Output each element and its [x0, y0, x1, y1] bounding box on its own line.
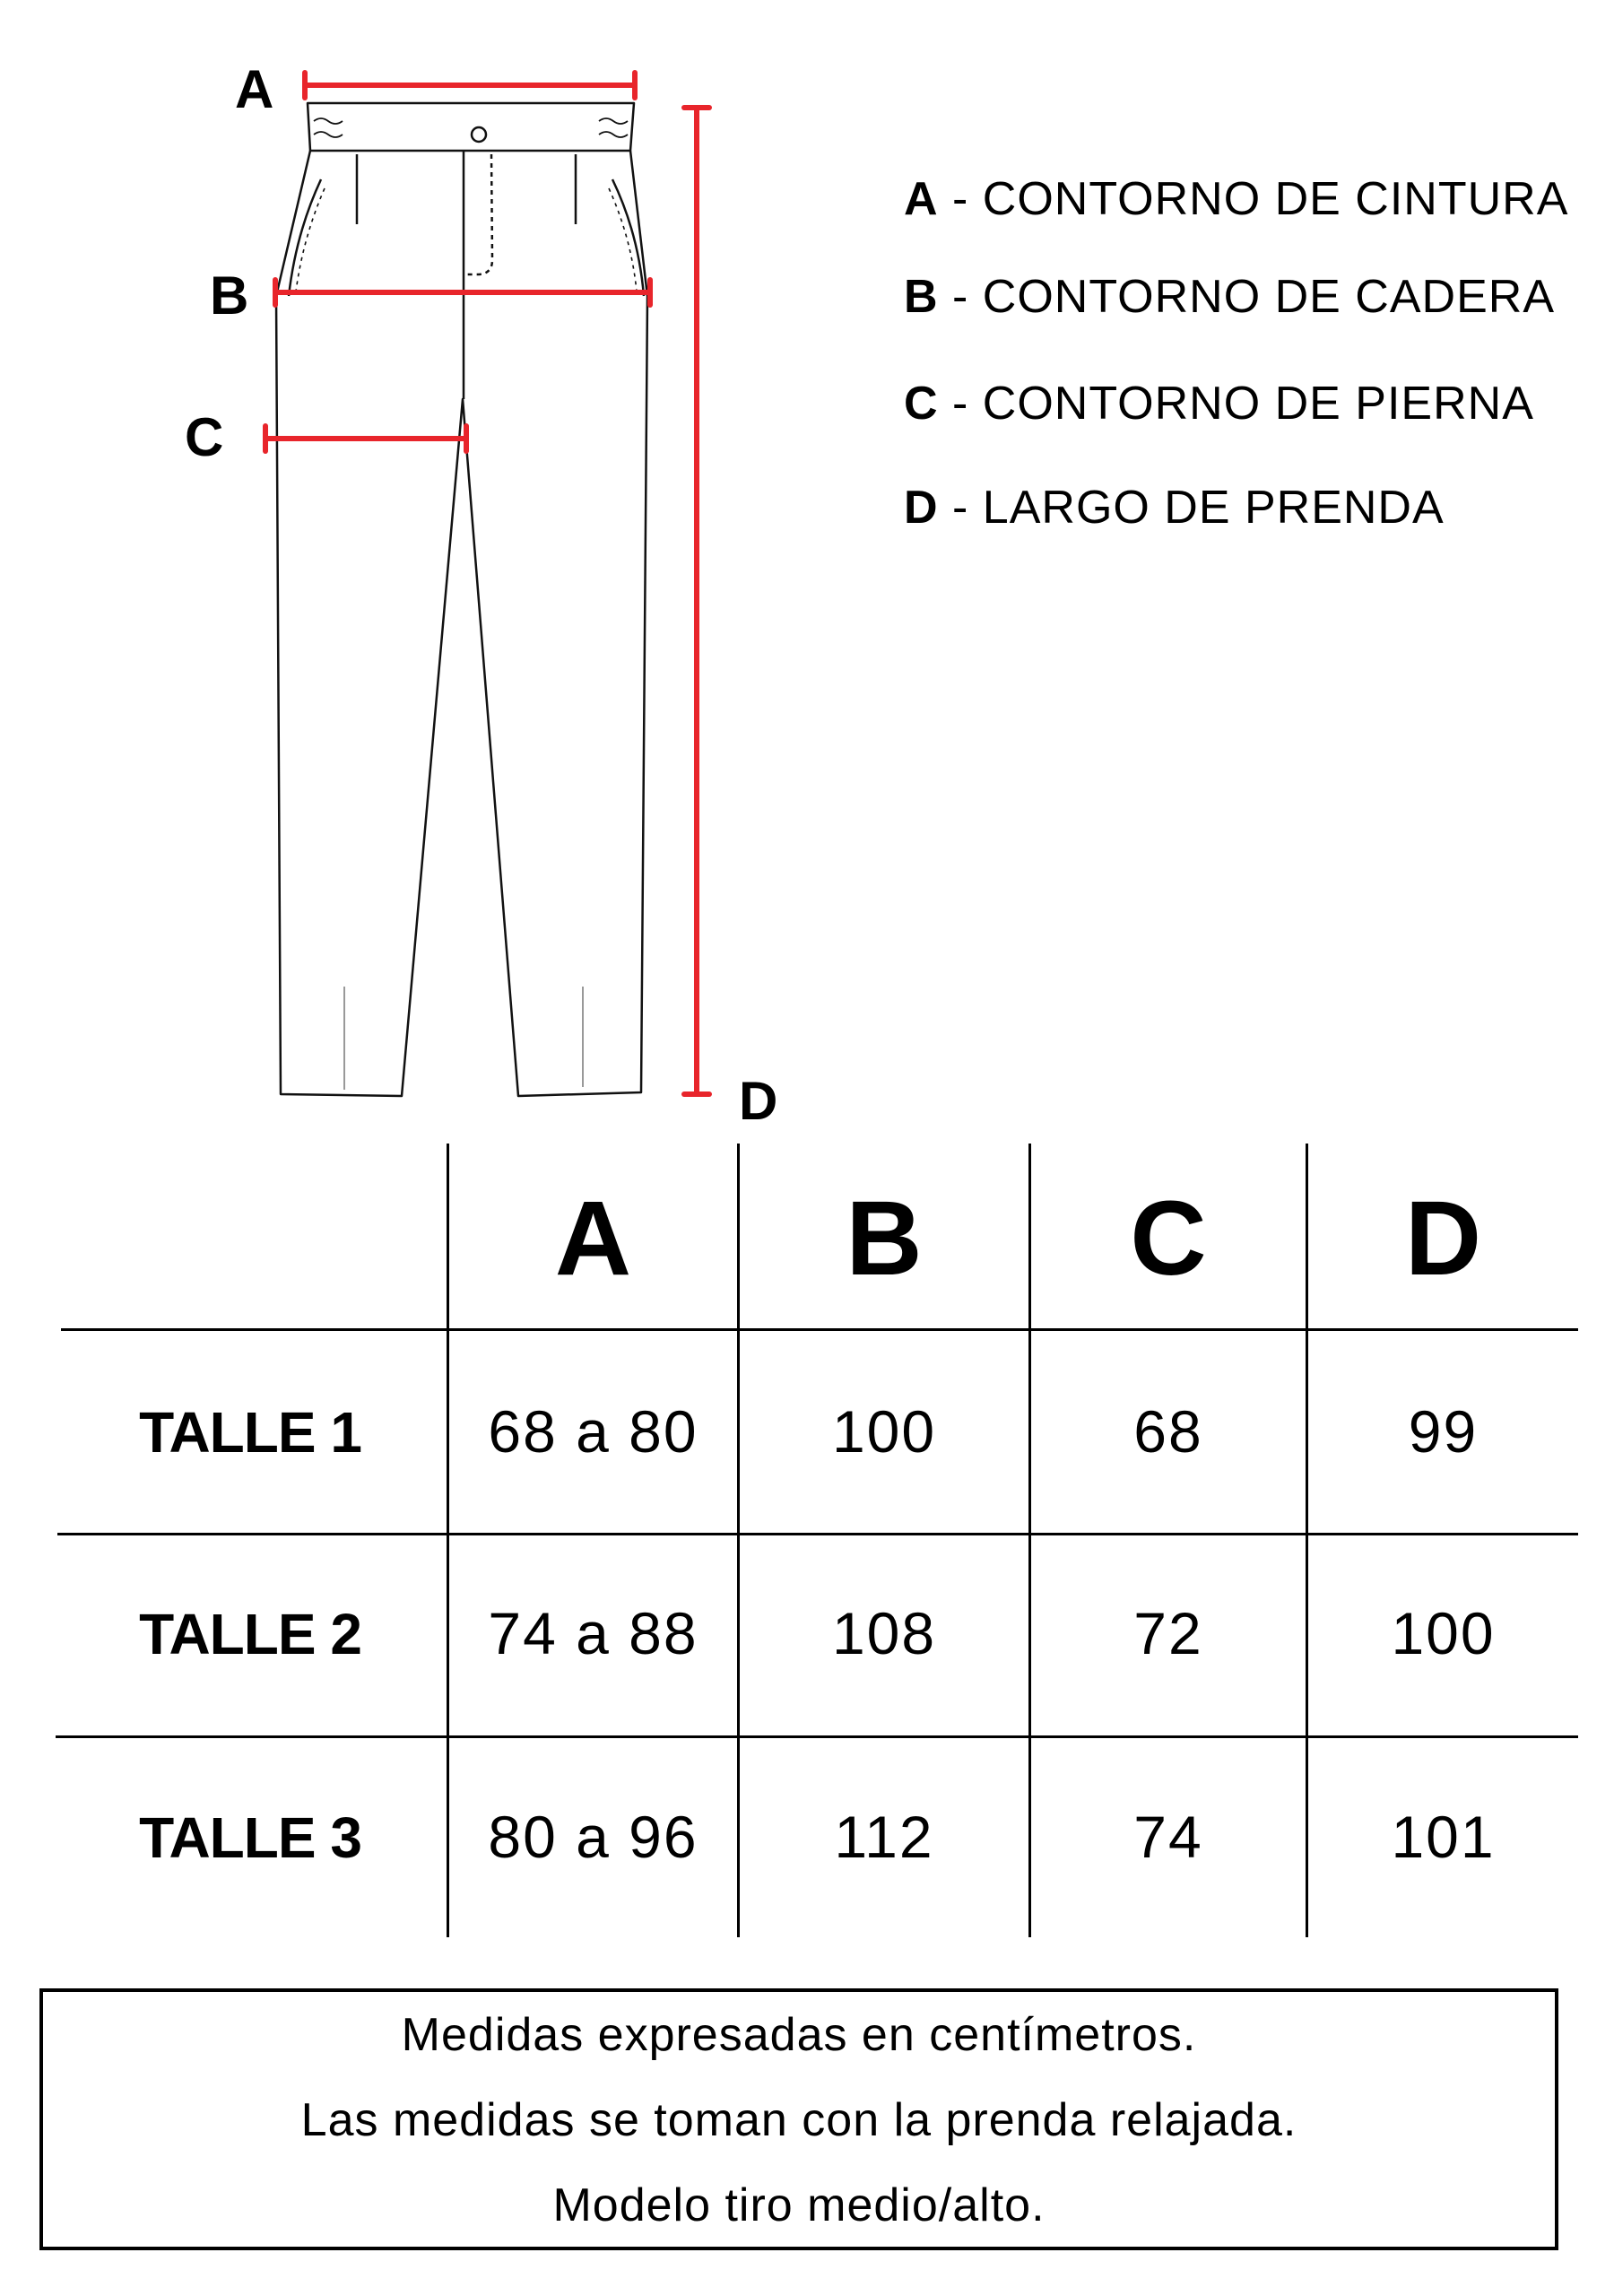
legend-separator: -	[938, 271, 983, 323]
column-header-c: C	[1130, 1179, 1207, 1298]
table-divider	[56, 1735, 1578, 1738]
marker-b: B	[210, 265, 249, 326]
legend-key: D	[904, 482, 939, 534]
marker-c: C	[185, 407, 224, 467]
table-cell: 80 a 96	[488, 1804, 699, 1870]
waist-measure-line	[305, 73, 635, 98]
table-cell: 74	[1133, 1804, 1203, 1870]
row-label-talle-3: TALLE 3	[139, 1805, 361, 1870]
size-table	[54, 1144, 1578, 1937]
leg-measure-line	[265, 426, 466, 451]
table-cell: 100	[1391, 1600, 1496, 1666]
note-rise: Modelo tiro medio/alto.	[552, 2179, 1046, 2231]
table-cell: 99	[1408, 1398, 1479, 1465]
legend-item-length	[904, 482, 1445, 534]
legend-text: CONTORNO DE CINTURA	[982, 173, 1569, 225]
legend-key: A	[904, 173, 939, 225]
legend-text: CONTORNO DE PIERNA	[982, 378, 1534, 430]
legend-separator: -	[938, 482, 983, 534]
note-units: Medidas expresadas en centímetros.	[401, 2009, 1197, 2061]
table-cell: 68 a 80	[488, 1398, 699, 1465]
marker-a: A	[235, 59, 274, 119]
table-cell: 108	[831, 1600, 937, 1666]
legend-text: CONTORNO DE CADERA	[982, 271, 1555, 323]
table-cell: 112	[834, 1804, 934, 1870]
length-measure-line	[684, 108, 709, 1094]
column-header-b: B	[846, 1179, 923, 1298]
table-divider	[61, 1328, 1578, 1331]
table-cell: 72	[1133, 1600, 1203, 1666]
legend-item-hip	[904, 271, 1555, 323]
legend-separator: -	[938, 173, 983, 225]
table-cell: 101	[1391, 1804, 1496, 1870]
legend-separator: -	[938, 378, 983, 430]
table-cell: 100	[831, 1398, 937, 1465]
legend-item-waist	[904, 173, 1569, 225]
column-header-a: A	[554, 1179, 632, 1298]
note-relaxed: Las medidas se toman con la prenda relajada.	[300, 2094, 1297, 2146]
row-label-talle-2: TALLE 2	[139, 1602, 361, 1666]
legend-key: C	[904, 378, 939, 430]
column-header-d: D	[1404, 1179, 1482, 1298]
table-cell: 68	[1133, 1398, 1203, 1465]
row-label-talle-1: TALLE 1	[139, 1400, 361, 1465]
legend-text: LARGO DE PRENDA	[982, 482, 1445, 534]
table-divider	[57, 1533, 1578, 1535]
table-cell: 74 a 88	[488, 1600, 699, 1666]
legend-key: B	[904, 271, 939, 323]
pants-outline	[276, 103, 647, 1096]
legend-item-leg	[904, 378, 1534, 430]
notes-box	[39, 1988, 1558, 2250]
marker-d: D	[739, 1071, 778, 1131]
